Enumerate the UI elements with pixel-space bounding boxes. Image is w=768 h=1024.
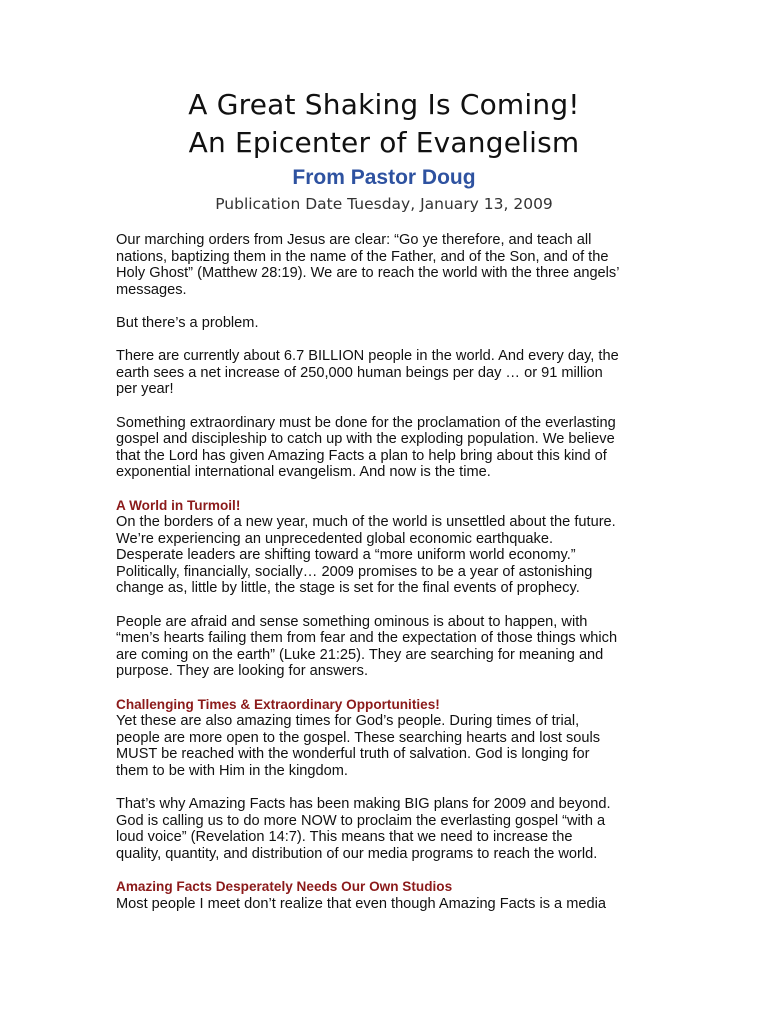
section-heading-turmoil: A World in Turmoil!: [116, 497, 241, 513]
paragraph-problem: But there’s a problem.: [116, 314, 259, 331]
publication-date: Publication Date Tuesday, January 13, 2009: [215, 195, 553, 213]
paragraph-plan: Something extraordinary must be done for the proclamation of the everlasting gospel and discipleship to catch up with the exploding population. We believe that the Lord has given Amazing Facts a plan to help bring about this kind of exponential international evangelism. And now is the time.: [116, 414, 616, 481]
section-heading-studios: Amazing Facts Desperately Needs Our Own Studios: [116, 879, 453, 895]
paragraph-turmoil-2: People are afraid and sense something ominous is about to happen, with “men’s hearts failing them from fear and the expectation of those things which are coming on the earth” (Luke 21:25). They are searching for meaning and purpose. They are looking for answers.: [116, 613, 618, 680]
paragraph-studios-1: Most people I meet don’t realize that even though Amazing Facts is a media: [116, 895, 606, 912]
paragraph-opportunities-1: Yet these are also amazing times for God’s people. During times of trial, people are more open to the gospel. These searching hearts and lost souls MUST be reached with the wonderful truth of salvation. God is longing for them to be with Him in the kingdom.: [116, 713, 601, 779]
paragraph-intro: Our marching orders from Jesus are clear: “Go ye therefore, and teach all nations, baptizing them in the name of the Father, and of the Son, and of the Holy Ghost” (Matthew 28:19). We are to reach the world with the three angels’ messages.: [116, 232, 620, 298]
document-header: [0, 86, 768, 216]
title-line-2: An Epicenter of Evangelism: [188, 126, 580, 159]
paragraph-opportunities-2: That’s why Amazing Facts has been making BIG plans for 2009 and beyond. God is calling us to do more NOW to proclaim the everlasting gospel “with a loud voice” (Revelation 14:7). This means that we need to increase the quality, quantity, and distribution of our media programs to reach the world.: [116, 796, 611, 862]
section-heading-opportunities: Challenging Times & Extraordinary Opportunities!: [116, 696, 440, 712]
paragraph-population: There are currently about 6.7 BILLION people in the world. And every day, the earth sees a net increase of 250,000 human beings per day … or 91 million per year!: [116, 348, 619, 398]
paragraph-turmoil-1: On the borders of a new year, much of the world is unsettled about the future. We’re experiencing an unprecedented global economic earthquake. Desperate leaders are shifting toward a “more uniform world economy.” Politically, financially, socially… 2009 promises to be a year of astonishing change as, little by little, the stage is set for the final events of prophecy.: [116, 514, 616, 597]
title-line-1: A Great Shaking Is Coming!: [188, 88, 580, 121]
byline: From Pastor Doug: [292, 166, 476, 189]
document-body: [116, 232, 656, 929]
